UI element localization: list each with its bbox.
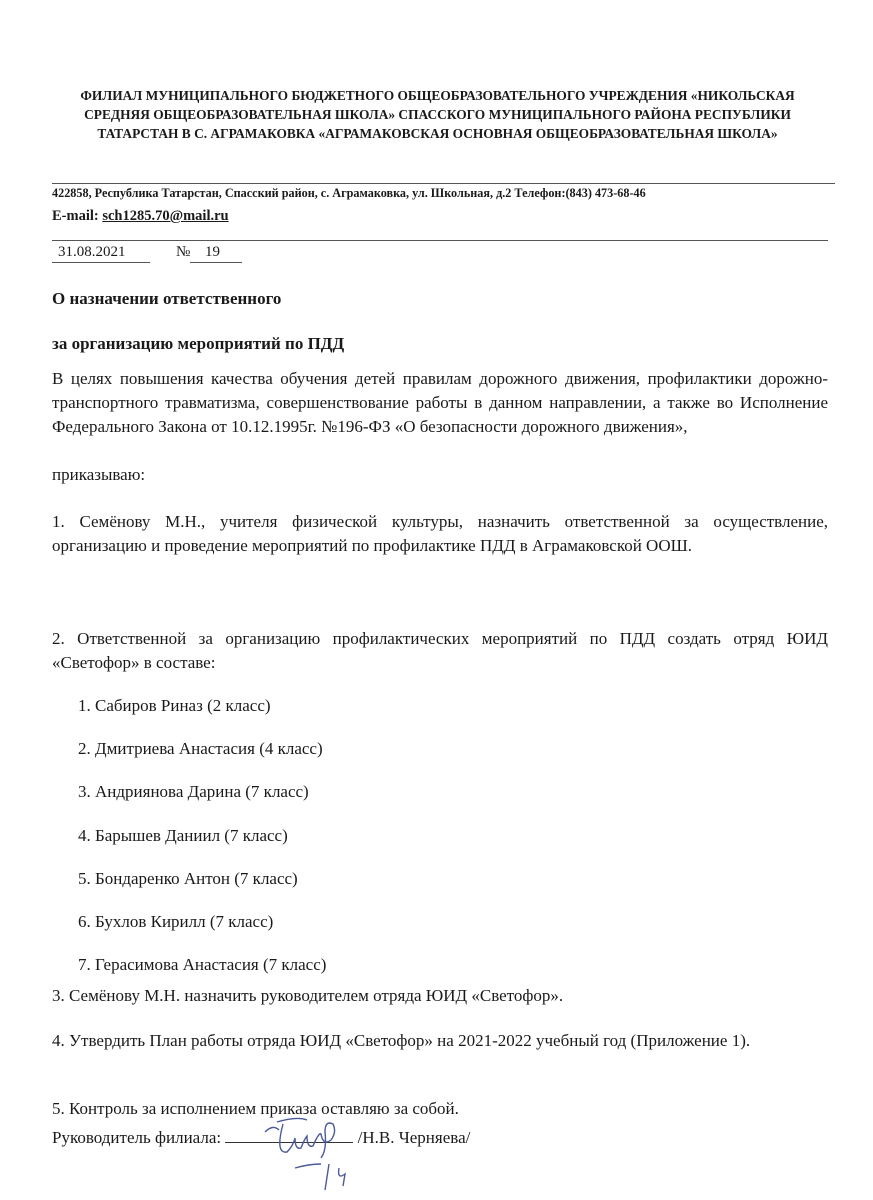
signature-label: Руководитель филиала:	[52, 1128, 226, 1147]
order-item: 1. Семёнову М.Н., учителя физической культуры, назначить ответственной за осуществление, организацию и проведение мероприятий по профилактике ПДД в Аграмаковской ООШ.	[52, 512, 828, 555]
org-line: ТАТАРСТАН В С. АГРАМАКОВКА «АГРАМАКОВСКАЯ ОСНОВНАЯ ОБЩЕОБРАЗОВАТЕЛЬНАЯ ШКОЛА»	[97, 126, 778, 141]
order-item: 5. Контроль за исполнением приказа оставляю за собой.	[52, 1099, 459, 1118]
org-line: СРЕДНЯЯ ОБЩЕОБРАЗОВАТЕЛЬНАЯ ШКОЛА» СПАССКОГО МУНИЦИПАЛЬНОГО РАЙОНА РЕСПУБЛИКИ	[84, 107, 791, 122]
order-word: приказываю:	[52, 465, 146, 484]
email-line	[52, 208, 229, 225]
member-item: 5. Бондаренко Антон (7 класс)	[78, 869, 298, 888]
member-item: 6. Бухлов Кирилл (7 класс)	[78, 912, 274, 931]
member-item: 3. Андриянова Дарина (7 класс)	[78, 782, 309, 801]
organization-header	[40, 86, 835, 143]
document-title: за организацию мероприятий по ПДД	[52, 334, 345, 353]
document-date: 31.08.2021	[58, 244, 126, 260]
number-underline	[190, 262, 242, 263]
member-item: 4. Барышев Даниил (7 класс)	[78, 826, 288, 845]
order-item: 2. Ответственной за организацию профилактических мероприятий по ПДД создать отряд ЮИД «Светофор» в составе:	[52, 629, 828, 672]
divider	[52, 240, 828, 241]
member-item: 2. Дмитриева Анастасия (4 класс)	[78, 739, 323, 758]
date-underline	[52, 262, 150, 263]
org-line: ФИЛИАЛ МУНИЦИПАЛЬНОГО БЮДЖЕТНОГО ОБЩЕОБРАЗОВАТЕЛЬНОГО УЧРЕЖДЕНИЯ «НИКОЛЬСКАЯ	[80, 88, 795, 103]
divider	[52, 183, 835, 184]
order-item: 4. Утвердить План работы отряда ЮИД «Светофор» на 2021-2022 учебный год (Приложение 1).	[52, 1031, 751, 1050]
order-item: 3. Семёнову М.Н. назначить руководителем отряда ЮИД «Светофор».	[52, 986, 564, 1005]
member-item: 7. Герасимова Анастасия (7 класс)	[78, 955, 327, 974]
member-item: 1. Сабиров Риназ (2 класс)	[78, 696, 271, 715]
document-number: 19	[205, 244, 220, 260]
email-link[interactable]: sch1285.70@mail.ru	[102, 208, 229, 224]
email-label: E-mail:	[52, 208, 103, 224]
preamble: В целях повышения качества обучения детей правилам дорожного движения, профилактики дорожно-транспортного травматизма, совершенствование работы в данном направлении, а также во Исполнение Федерального Закона от 10.12.1995г. №196-ФЗ «О безопасности дорожного движения»,	[52, 369, 828, 436]
signer-name: /Н.В. Черняева/	[357, 1128, 471, 1147]
document-title: О назначении ответственного	[52, 289, 282, 308]
address: 422858, Республика Татарстан, Спасский район, с. Аграмаковка, ул. Школьная, д.2 Телефон:(843) 473-68-46	[52, 186, 646, 200]
number-sign: №	[176, 244, 191, 260]
handwritten-signature	[255, 1110, 365, 1195]
